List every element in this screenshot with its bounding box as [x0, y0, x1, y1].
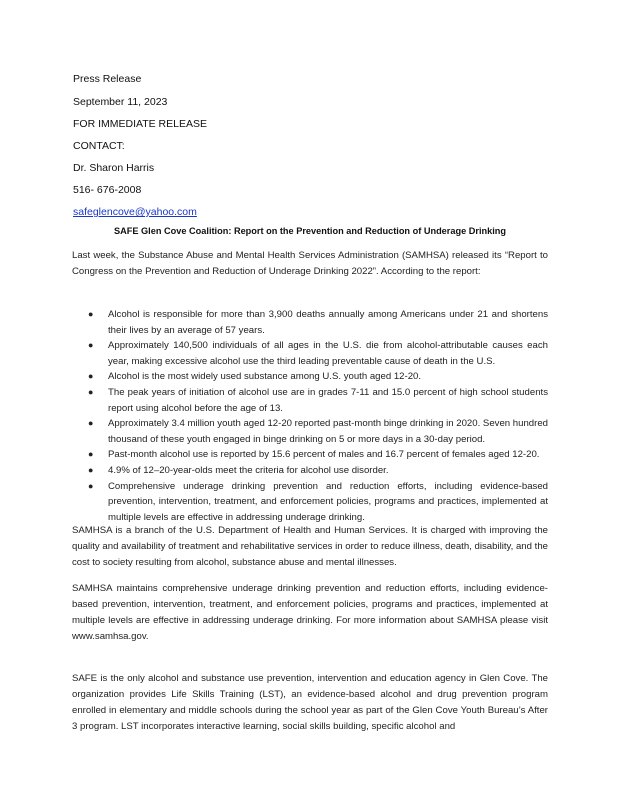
contact-email-link[interactable]: safeglencove@yahoo.com — [73, 206, 197, 218]
bullet-icon: ● — [88, 371, 94, 382]
contact-label: CONTACT: — [73, 140, 125, 152]
list-item-text: 4.9% of 12–20-year-olds meet the criteria for alcohol use disorder. — [108, 464, 389, 476]
contact-phone: 516- 676-2008 — [73, 184, 142, 196]
bullet-icon: ● — [88, 480, 94, 491]
safe-description-paragraph: SAFE is the only alcohol and substance use prevention, intervention and education agency in Glen Cove. The organization provides Life Skills Training (LST), an evidence-based alcohol and drug prevention program enrolled in elementary and middle schools during the school year as part of the Glen Cove Youth Bureau’s After 3 program. LST incorporates interactive learning, social skills building, specific alcohol and — [72, 673, 548, 732]
list-item-text: Approximately 140,500 individuals of all ages in the U.S. die from alcohol-attributable causes each year, making excessive alcohol use the third leading preventable cause of death in the U.S. — [108, 340, 548, 367]
contact-name: Dr. Sharon Harris — [73, 162, 155, 174]
report-findings-list — [72, 307, 548, 525]
document-title: SAFE Glen Cove Coalition: Report on the Prevention and Reduction of Underage Drinking — [113, 226, 507, 236]
bullet-icon: ● — [88, 449, 94, 460]
list-item — [72, 416, 548, 447]
list-item-text: Alcohol is the most widely used substance among U.S. youth aged 12-20. — [108, 371, 422, 383]
list-item-text: Past-month alcohol use is reported by 15.6 percent of males and 16.7 percent of females aged 12-20. — [108, 449, 540, 461]
list-item — [72, 463, 548, 479]
release-status: FOR IMMEDIATE RELEASE — [73, 118, 207, 130]
list-item-text: The peak years of initiation of alcohol use are in grades 7-11 and 15.0 percent of high school students report using alcohol before the age of 13. — [108, 386, 548, 414]
bullet-icon: ● — [88, 340, 94, 351]
list-item — [72, 479, 548, 526]
list-item-text: Comprehensive underage drinking prevention and reduction efforts, including evidence-based prevention, intervention, treatment, and enforcement policies, programs and practices, implemented at multiple levels are effective in addressing underage drinking. — [108, 480, 548, 523]
list-item-text: Approximately 3.4 million youth aged 12-20 reported past-month binge drinking in 2020. Seven hundred thousand of these youth engaged in binge drinking on 5 or more days in a 30-day period. — [108, 418, 548, 445]
list-item — [72, 307, 548, 338]
bullet-icon: ● — [88, 418, 94, 429]
intro-paragraph: Last week, the Substance Abuse and Mental Health Services Administration (SAMHSA) released its “Report to Congress on the Prevention and Reduction of Underage Drinking 2022”. According to the report: — [72, 250, 548, 277]
release-date: September 11, 2023 — [73, 96, 168, 108]
bullet-icon: ● — [88, 386, 94, 397]
list-item — [72, 447, 548, 463]
samhsa-efforts-paragraph: SAMHSA maintains comprehensive underage drinking prevention and reduction efforts, including evidence-based prevention, intervention, treatment, and enforcement policies, programs and practices, implemented at multiple levels are effective in addressing underage drinking. For more information about SAMHSA please visit www.samhsa.gov. — [72, 583, 548, 642]
bullet-icon: ● — [88, 464, 94, 475]
list-item — [72, 369, 548, 385]
press-release-label: Press Release — [73, 73, 142, 85]
list-item — [72, 338, 548, 369]
samhsa-description-paragraph: SAMHSA is a branch of the U.S. Department of Health and Human Services. It is charged with improving the quality and availability of treatment and rehabilitative services in order to reduce illness, death, disability, and the cost to society resulting from alcohol, substance abuse and mental illnesses. — [72, 525, 548, 568]
list-item — [72, 385, 548, 416]
bullet-icon: ● — [88, 309, 94, 319]
list-item-text: Alcohol is responsible for more than 3,900 deaths annually among Americans under 21 and shortens their lives by an average of 57 years. — [108, 309, 548, 336]
